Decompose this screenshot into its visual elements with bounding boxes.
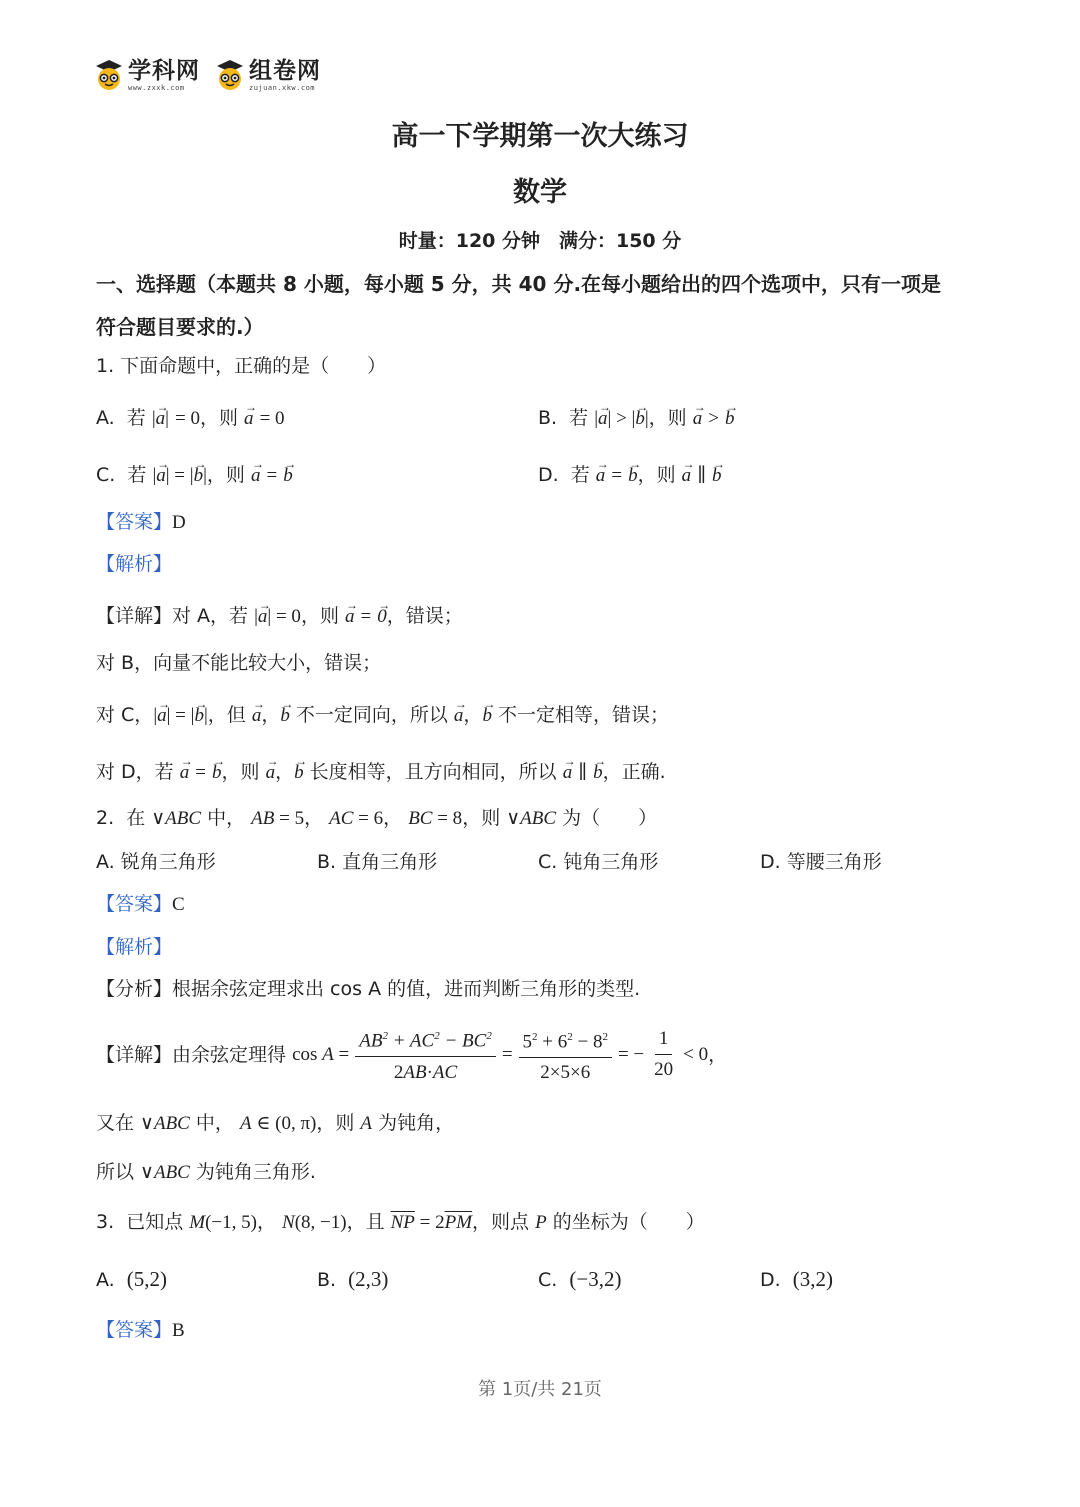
owl-mascot-icon (215, 59, 245, 91)
q1-detail-c: 对 C，|→ a| = |→ b|，但 → a，→ b 不一定同向，所以 → a，→ b 不一定相等，错误； (96, 700, 669, 728)
q3-answer (96, 1318, 185, 1343)
zujuan-logo-name: 组卷网 (249, 58, 321, 84)
answer-tag: 【答案】 (96, 511, 173, 533)
q1-option-a: A. 若 |→ a| = 0，则 → a = 0 (96, 403, 285, 431)
q2-analysis-tag: 【解析】 (96, 936, 173, 958)
cosine-law-fraction: $\frac{AB^2 + AC^2 - BC^2}{2AB\cdot AC}$ (355, 1024, 496, 1085)
q3-option-a: A. (5,2) (96, 1267, 168, 1291)
xueke-logo[interactable] (94, 58, 200, 92)
numeric-fraction: $\frac{5^2 + 6^2 - 8^2}{2\times 5\times 6}$ (519, 1025, 612, 1085)
subject-title: 数学 (513, 177, 567, 208)
q3-option-d: D. (3,2) (760, 1267, 833, 1291)
answer-tag: 【答案】 (96, 893, 173, 915)
section-heading-line1: 一、选择题（本题共 8 小题，每小题 5 分，共 40 分.在每小题给出的四个选项中，只有一项是 (96, 272, 942, 296)
q3-option-c: C. (−3,2) (538, 1267, 622, 1291)
q3-option-b: B. (2,3) (317, 1267, 389, 1291)
page-footer: 第 1页/共 21页 (478, 1379, 602, 1400)
detail-tag: 【详解】 (96, 1043, 173, 1066)
q1-detail-a: 【详解】对 A，若 |→ a| = 0，则 → a = → 0，错误； (96, 601, 463, 629)
detail-tag: 【详解】 (96, 605, 173, 627)
q3-option-d-value: (3,2) (792, 1267, 833, 1291)
q1-detail-b: 对 B，向量不能比较大小，错误； (96, 652, 382, 674)
q2-fenxi-text: 根据余弦定理求出 cos A 的值，进而判断三角形的类型. (172, 978, 641, 1000)
q2-fenxi (96, 977, 640, 1001)
q1-option-b: B. 若 |→ a| > |→ b|，则 → a > → b (538, 403, 735, 431)
xueke-logo-name: 学科网 (128, 58, 200, 84)
zujuan-logo-url: zujuan.xkw.com (249, 84, 316, 92)
q3-answer-value: B (172, 1320, 185, 1341)
zujuan-logo[interactable] (215, 58, 321, 92)
answer-tag: 【答案】 (96, 1319, 173, 1341)
q2-option-b: B. 直角三角形 (317, 851, 438, 873)
q1-detail-d: 对 D，若 → a = → b，则 → a，→ b 长度相等，且方向相同，所以 → a ∥ → b，正确. (96, 757, 666, 785)
result-fraction: $\frac{1}{20}$ (654, 1028, 674, 1081)
q1-analysis-tag: 【解析】 (96, 553, 173, 575)
q1-option-c: C. 若 |→ a| = |→ b|，则 → a = → b (96, 460, 293, 488)
section-heading-line2: 符合题目要求的.） (96, 315, 264, 339)
q3-option-c-value: (−3,2) (569, 1267, 622, 1291)
q1-option-d: D. 若 → a = → b，则 → a ∥ → b (538, 460, 722, 488)
q3-stem: 3. 已知点 M(−1, 5)， N(8, −1)，且 $\overline{NP} = 2\overline{PM}$，则点 P 的坐标为（ ） (96, 1211, 705, 1233)
q1-stem: 1. 下面命题中，正确的是（ ） (96, 355, 387, 377)
xueke-logo-url: www.zxxk.com (128, 84, 185, 92)
q1-answer-value: D (172, 512, 186, 533)
q3-option-b-value: (2,3) (348, 1267, 389, 1291)
q2-option-c: C. 钝角三角形 (538, 851, 659, 873)
q2-detail-formula: 【详解】 由余弦定理得 cos A = $\frac{AB^2 + AC^2 - BC^2}{2AB\cdot AC}$ = $\frac{5^2 + 6^2 - 8^2}{2\times 5\times 6}$ = − $\frac{1}{20}$ < 0 ， (96, 1024, 727, 1085)
q2-detail-angle: 又在 ∨ABC 中， A ∈ (0, π)，则 A 为钝角， (96, 1112, 455, 1134)
q1-answer (96, 510, 186, 535)
q2-option-d: D. 等腰三角形 (760, 851, 882, 873)
q3-option-a-value: (5,2) (126, 1267, 168, 1291)
owl-mascot-icon (94, 59, 124, 91)
fenxi-tag: 【分析】 (96, 978, 173, 1000)
exam-info: 时量：120 分钟 满分：150 分 (398, 230, 682, 252)
q2-detail-conclusion: 所以 ∨ABC 为钝角三角形. (96, 1161, 316, 1183)
q2-answer-value: C (172, 894, 185, 915)
q2-option-a: A. 锐角三角形 (96, 851, 216, 873)
q2-stem: 2. 在 ∨ABC 中， AB = 5， AC = 6， BC = 8，则 ∨ABC 为（ ） (96, 807, 658, 829)
page-title: 高一下学期第一次大练习 (391, 121, 689, 152)
q2-answer (96, 892, 185, 917)
